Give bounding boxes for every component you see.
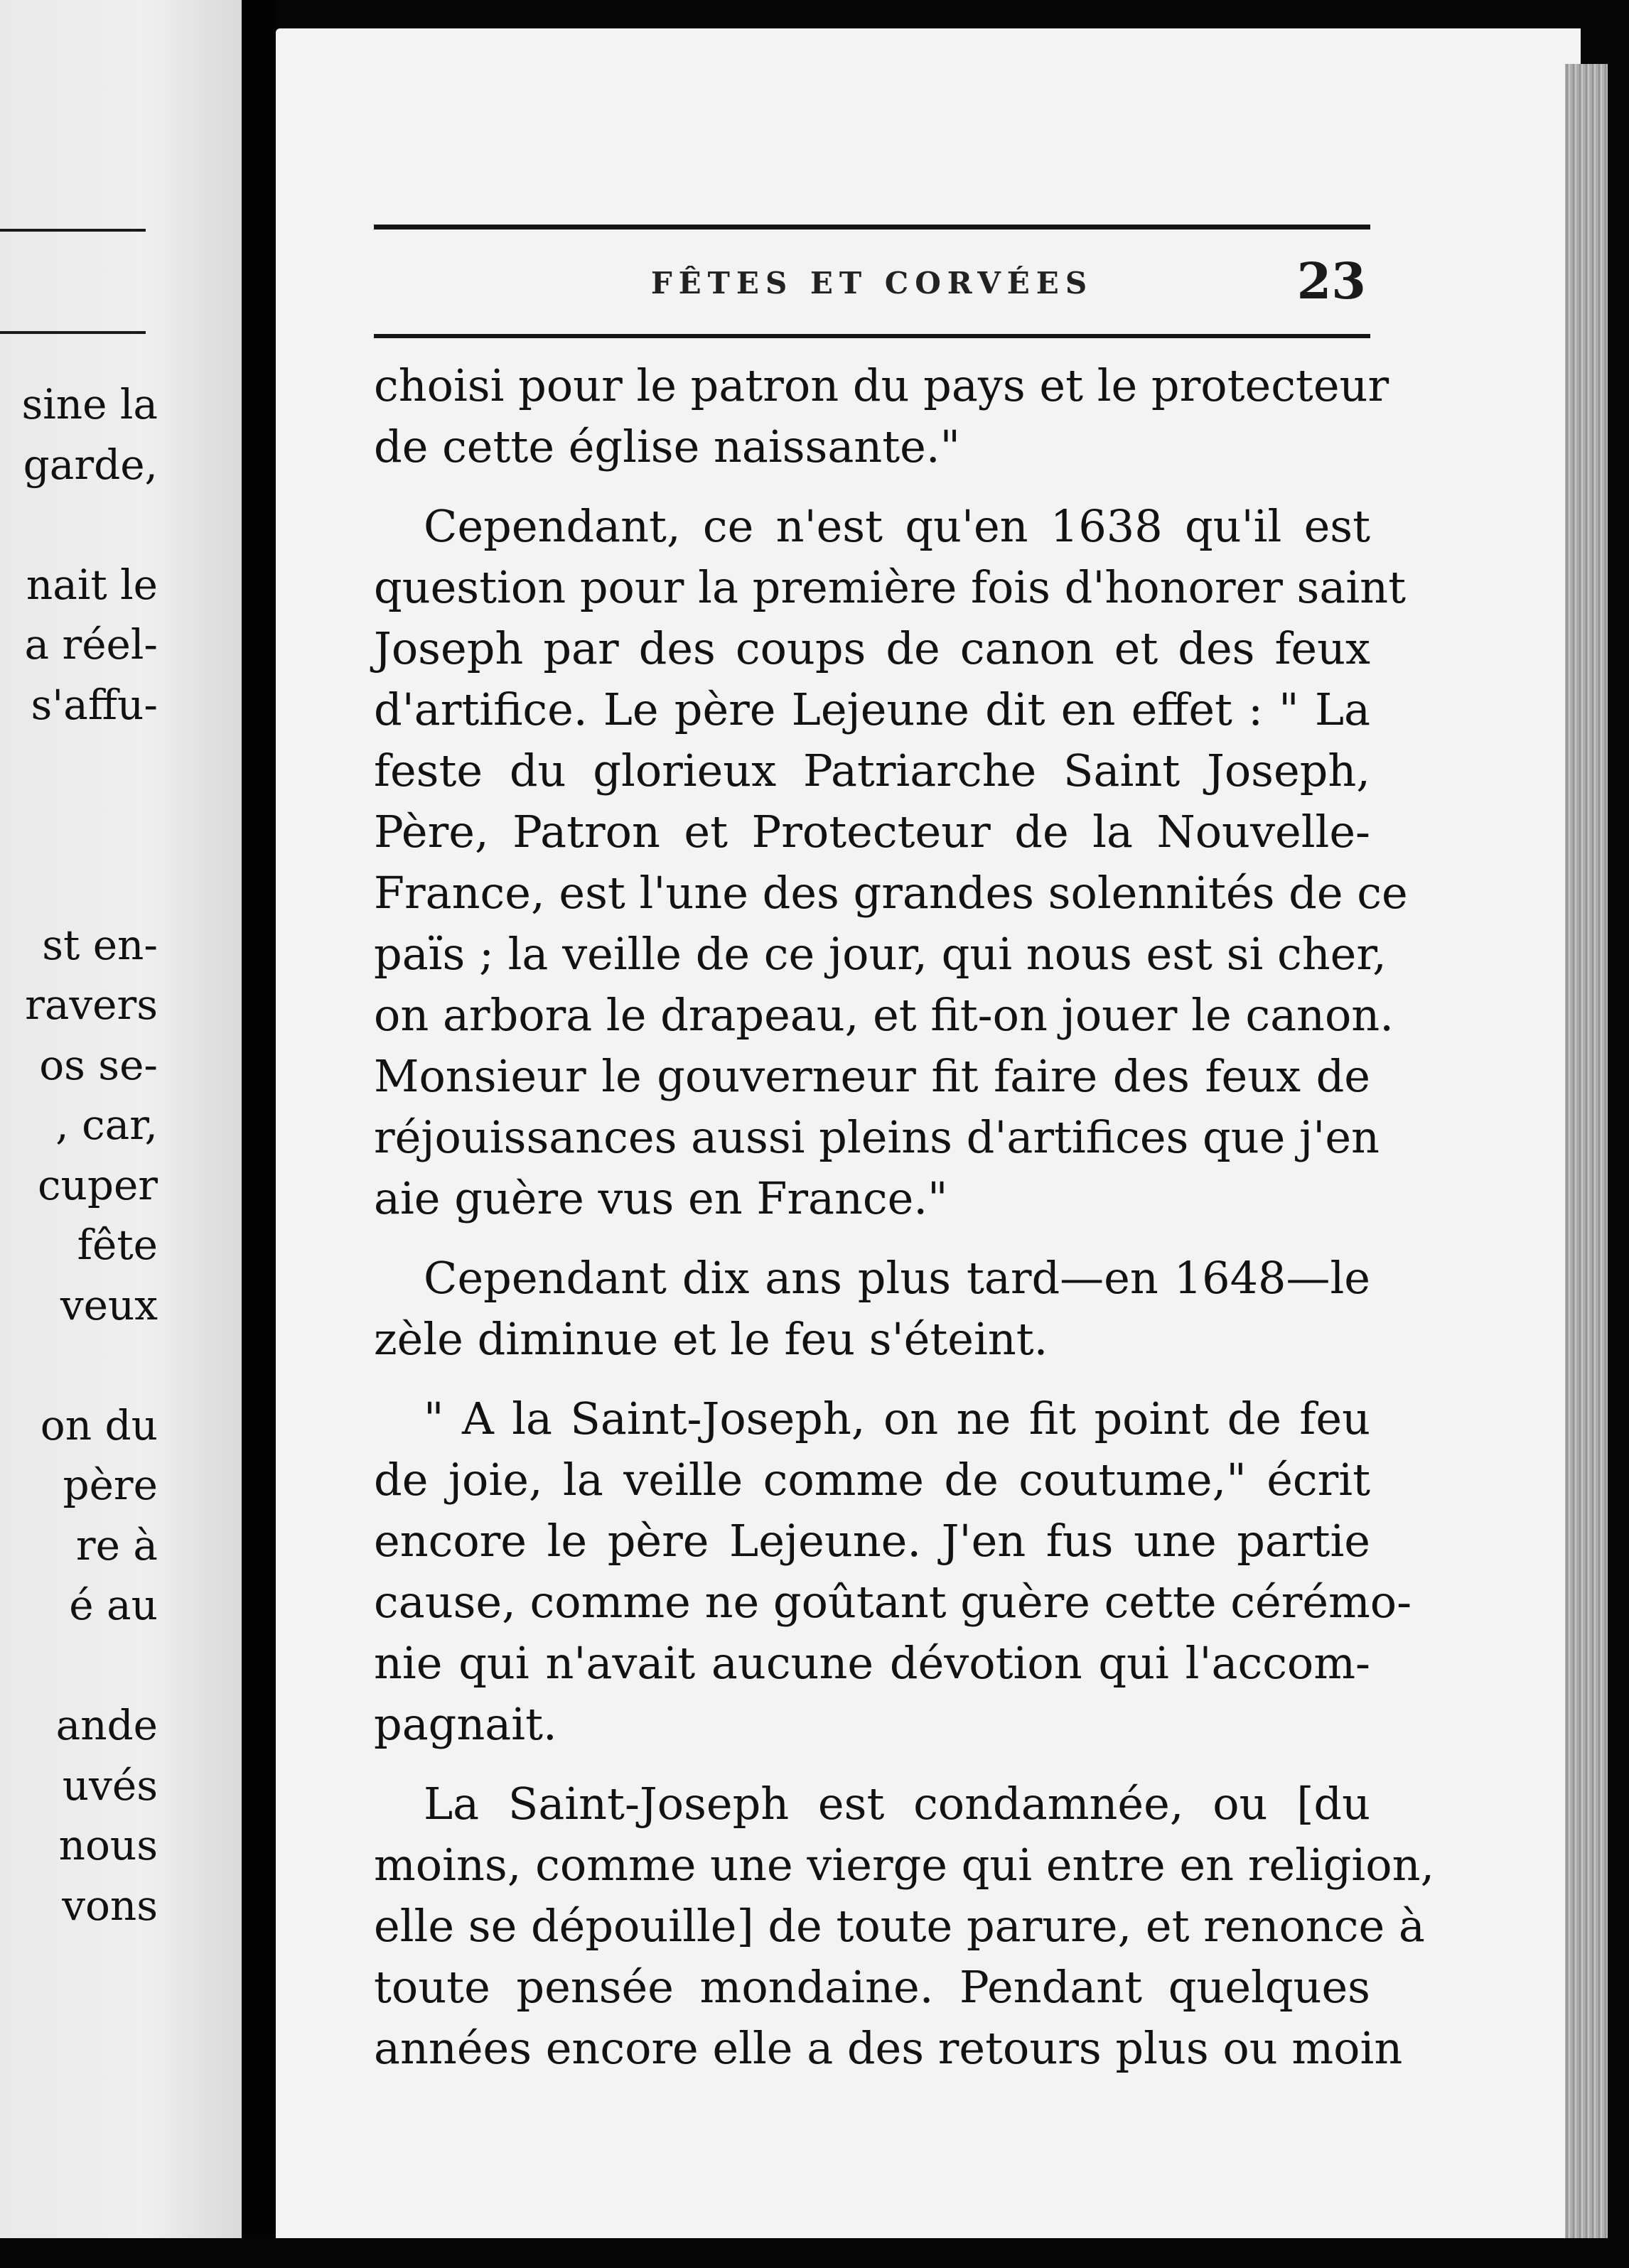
left-page-line: fête (77, 1221, 158, 1269)
text-line: La Saint-Joseph est condamnée, ou [du (424, 1778, 1370, 1830)
left-page-line: cuper (37, 1160, 158, 1209)
text-line: toute pensée mondaine. Pendant quelques (374, 1961, 1370, 2013)
left-page-line: a réel- (24, 620, 158, 669)
left-page-rule-top (0, 229, 146, 232)
header-rule-top (374, 225, 1370, 230)
left-page-line: nous (58, 1821, 158, 1869)
text-line: pagnait. (374, 1698, 557, 1750)
text-line: Cependant dix ans plus tard—en 1648—le (424, 1252, 1370, 1304)
left-page-rule-bottom (0, 331, 146, 334)
text-line: elle se dépouille] de toute parure, et renonce à (374, 1900, 1425, 1952)
text-line: années encore elle a des retours plus ou moin (374, 2022, 1403, 2074)
left-page-line: é au (69, 1581, 158, 1629)
text-line: de joie, la veille comme de coutume," écrit (374, 1454, 1370, 1506)
page-edge-stack (1565, 64, 1608, 2238)
left-page-line: uvés (62, 1761, 158, 1810)
running-head (374, 247, 1370, 318)
text-line: moins, comme une vierge qui entre en religion, (374, 1839, 1435, 1891)
text-line: Joseph par des coups de canon et des feux (374, 622, 1370, 674)
paragraph-gap (374, 1755, 1370, 1773)
left-page-line: ravers (25, 981, 158, 1029)
paragraph-gap (374, 477, 1370, 496)
paragraph (374, 496, 1408, 1229)
text-line: encore le père Lejeune. J'en fus une partie (374, 1515, 1370, 1567)
left-page-line: garde, (23, 440, 158, 489)
text-line: de cette église naissante." (374, 421, 961, 472)
text-line: païs ; la veille de ce jour, qui nous est si cher, (374, 928, 1387, 980)
main-page (276, 28, 1581, 2238)
text-line: réjouissances aussi pleins d'artifices que j'en (374, 1111, 1380, 1163)
paragraph (374, 1773, 1435, 2079)
text-line: d'artifice. Le père Lejeune dit en effet : " La (374, 684, 1370, 735)
bottom-shadow (0, 2238, 1629, 2268)
text-line: Père, Patron et Protecteur de la Nouvelle- (374, 806, 1370, 858)
left-page-fragment (0, 0, 242, 2268)
left-page-line: sine la (21, 380, 158, 428)
left-page-line: vons (62, 1881, 158, 1930)
text-line: feste du glorieux Patriarche Saint Joseph, (374, 745, 1370, 796)
left-page-line: re à (75, 1521, 158, 1570)
left-page-line: ande (55, 1701, 158, 1749)
text-line: " A la Saint-Joseph, on ne fit point de feu (424, 1393, 1370, 1444)
left-page-line: os se- (39, 1040, 158, 1089)
text-line: Monsieur le gouverneur fit faire des feux de (374, 1050, 1370, 1102)
text-line: France, est l'une des grandes solennités de ce (374, 867, 1408, 919)
body-text (374, 355, 1435, 2079)
text-line: aie guère vus en France." (374, 1172, 948, 1224)
text-line: nie qui n'avait aucune dévotion qui l'accom- (374, 1637, 1370, 1689)
text-line: Cependant, ce n'est qu'en 1638 qu'il est (424, 500, 1370, 552)
left-page-line: nait le (26, 560, 158, 609)
running-title: FÊTES ET CORVÉES (650, 266, 1094, 301)
text-line: question pour la première fois d'honorer saint (374, 561, 1407, 613)
text-line: on arbora le drapeau, et fit-on jouer le canon. (374, 989, 1394, 1041)
text-line: cause, comme ne goûtant guère cette cérémo- (374, 1576, 1412, 1628)
header-rule-bottom (374, 334, 1370, 338)
left-page-line: , car, (55, 1101, 158, 1149)
left-page-line: st en- (42, 920, 158, 969)
text-line: zèle diminue et le feu s'éteint. (374, 1313, 1048, 1365)
paragraph (374, 1388, 1412, 1755)
paragraph (374, 355, 1389, 477)
paragraph (374, 1248, 1370, 1370)
book-gutter (242, 0, 276, 2268)
left-page-line: veux (60, 1280, 158, 1329)
paragraph-gap (374, 1370, 1370, 1388)
left-page-line: s'affu- (31, 680, 158, 729)
left-page-line: père (63, 1461, 158, 1509)
left-page-line: on du (40, 1400, 158, 1449)
paragraph-gap (374, 1229, 1370, 1248)
page-number: 23 (1296, 252, 1366, 310)
text-line: choisi pour le patron du pays et le protecteur (374, 360, 1389, 411)
